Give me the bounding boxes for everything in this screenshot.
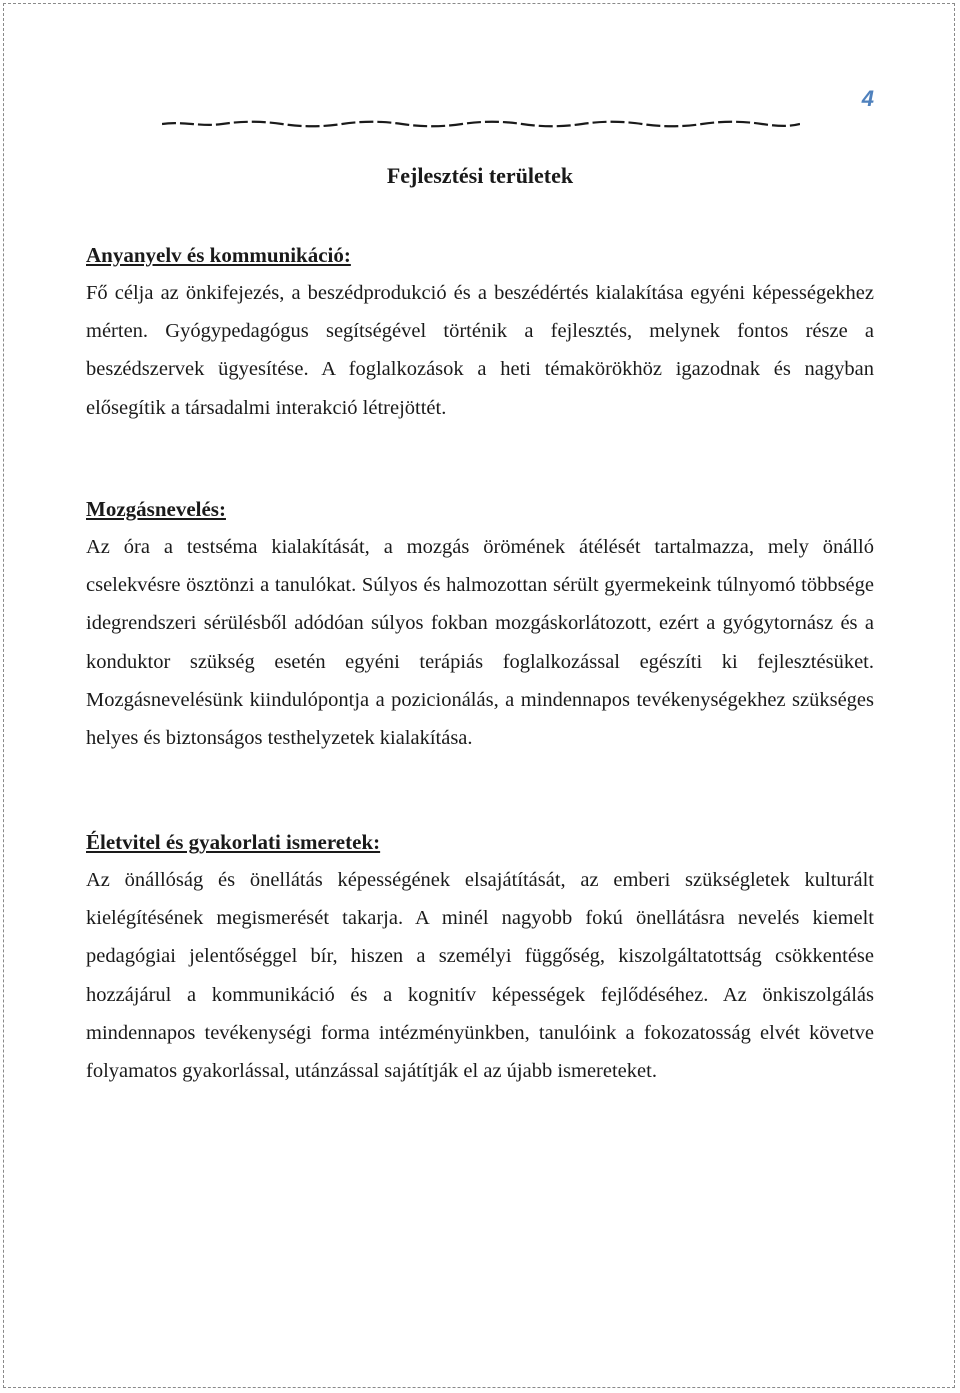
section-body: Fő célja az önkifejezés, a beszédprodukció és a beszédértés kialakítása egyéni képességekhez mérten. Gyógypedagógus segítségével történik a fejlesztés, melynek fontos része a beszédszervek ügyesítése. A foglalkozások a heti témakörökhöz igazodnak és nagyban elősegítik a társadalmi interakció létrejöttét. <box>86 282 874 419</box>
section-body: Az önállóság és önellátás képességének elsajátítását, az emberi szükségletek kulturált kielégítésének megismerését takarja. A minél nagyobb fokú önellátásra nevelés kiemelt pedagógiai jelentőséggel bír, hiszen a személyi függőség, kiszolgáltatottság csökkentése hozzájárul a kommunikáció és a kognitív képességek fejlődéséhez. Az önkiszolgálás mindennapos tevékenységi forma intézményünkben, tanulóink a fokozatosság elvét követve folyamatos gyakorlással, utánzással sajátítják el az újabb ismereteket. <box>86 869 874 1083</box>
section-mozgasneveles <box>86 490 874 757</box>
page-title: Fejlesztési területek <box>386 163 574 188</box>
section-heading: Életvitel és gyakorlati ismeretek: <box>86 830 381 854</box>
section-body: Az óra a testséma kialakítását, a mozgás örömének átélését tartalmazza, mely önálló cselekvésre ösztönzi a tanulókat. Súlyos és halmozottan sérült gyermekeink túlnyomó többsége idegrendszeri sérülésből adódóan súlyos fokban mozgáskorlátozott, ezért a gyógytornász és a konduktor szükség esetén egyéni terápiás foglalkozással egészíti ki fejlesztésüket. Mozgásnevelésünk kiindulópontja a pozicionálás, a mindennapos tevékenységekhez szükséges helyes és biztonságos testhelyzetek kialakítása. <box>86 536 874 750</box>
section-heading: Anyanyelv és kommunikáció: <box>86 243 351 267</box>
header-decorative-rule <box>162 118 800 130</box>
section-eletvitel <box>86 823 874 1090</box>
page-number: 4 <box>861 86 874 111</box>
section-anyanyelv <box>86 236 874 427</box>
section-heading: Mozgásnevelés: <box>86 497 226 521</box>
